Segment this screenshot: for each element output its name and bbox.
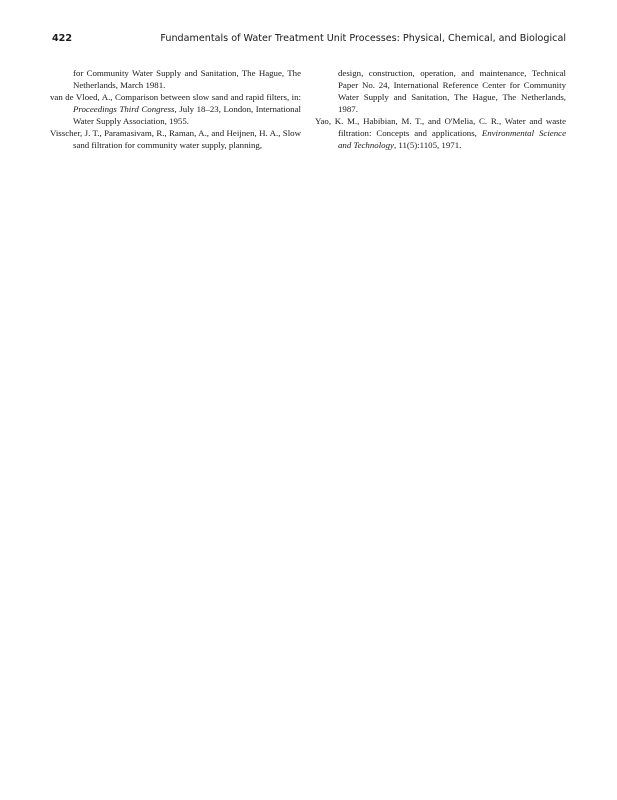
running-header	[52, 33, 566, 47]
reference-text: Visscher, J. T., Paramasivam, R., Raman, A., and Heijnen, H. A., Slow sand filtration for community water supply, planning,	[50, 128, 301, 150]
reference-text: design, construction, operation, and maintenance, Technical Paper No. 24, International Reference Center for Community Water Supply and Sanitation, The Hague, The Netherlands, 1987.	[338, 68, 566, 114]
reference-text: for Community Water Supply and Sanitation, The Hague, The Netherlands, March 1981.	[73, 68, 301, 90]
reference-italic: Proceedings Third Congress	[73, 104, 175, 114]
reference-italic: Environmental Science and Technology	[338, 128, 566, 150]
reference-continuation	[50, 67, 301, 91]
reference-entry	[315, 115, 566, 151]
reference-entry	[50, 127, 301, 151]
references-right-column	[315, 67, 566, 151]
reference-text: Yao, K. M., Habibian, M. T., and O'Melia, C. R., Water and waste filtration: Concepts and applications,	[315, 116, 566, 138]
reference-continuation	[315, 67, 566, 115]
references-left-column	[50, 67, 301, 151]
page-number: 422	[52, 33, 73, 44]
running-title: Fundamentals of Water Treatment Unit Processes: Physical, Chemical, and Biological	[160, 33, 566, 44]
reference-text: , 11(5):1105, 1971.	[393, 140, 462, 150]
reference-entry	[50, 91, 301, 127]
reference-text: , July 18–23, London, International Water Supply Association, 1955.	[73, 104, 301, 126]
reference-text: van de Vloed, A., Comparison between slow sand and rapid filters, in:	[50, 92, 301, 102]
